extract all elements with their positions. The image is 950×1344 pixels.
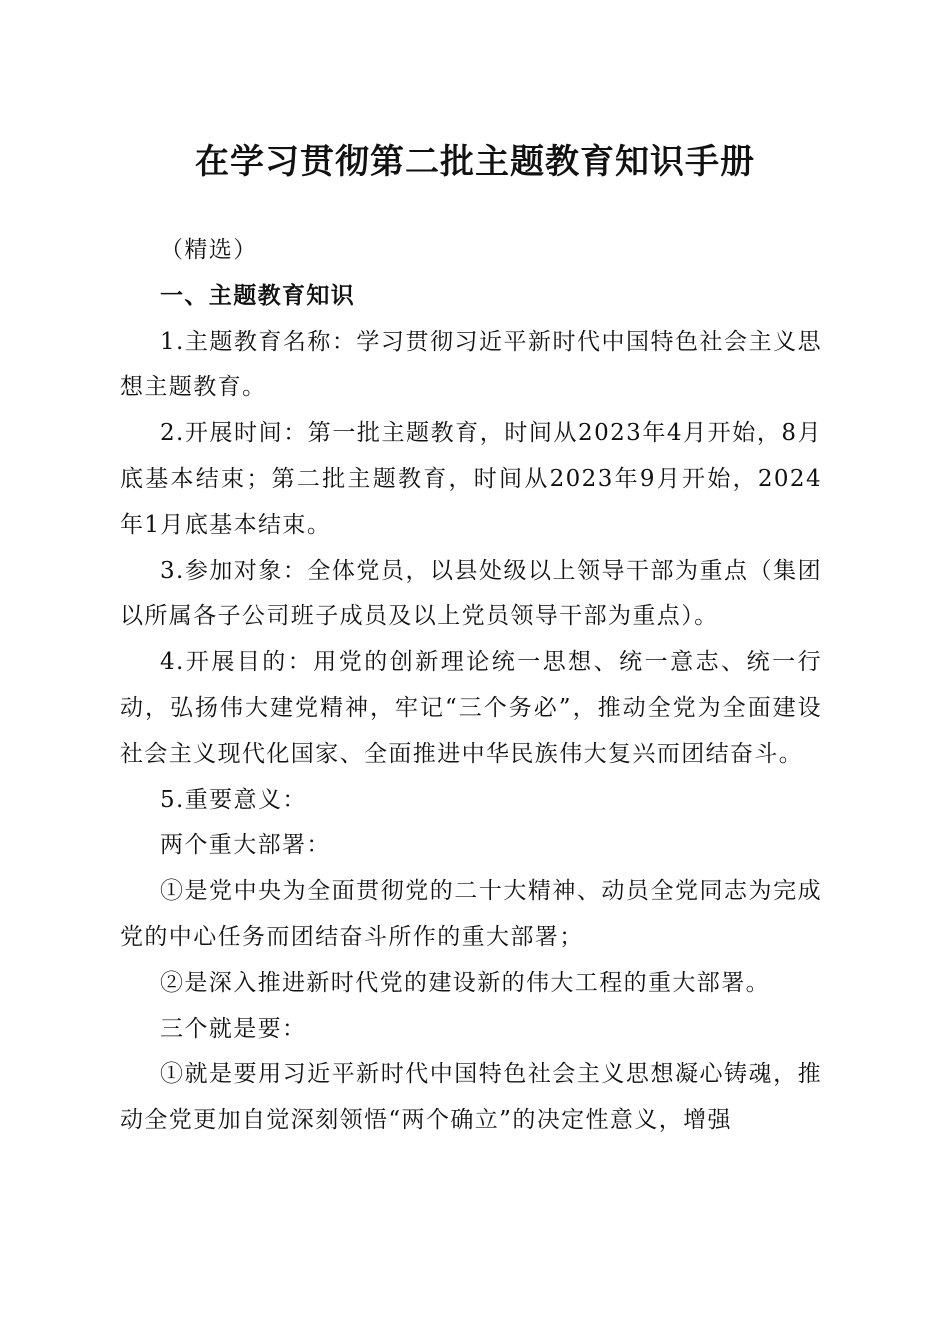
paragraph-purpose: 4.开展目的：用党的创新理论统一思想、统一意志、统一行动，弘扬伟大建党精神，牢记“三个务必”，推动全党为全面建设社会主义现代化国家、全面推进中华民族伟大复兴而团结奋斗。 [120,649,822,767]
paragraph-deployment-2: ②是深入推进新时代党的建设新的伟大工程的重大部署。 [160,969,770,996]
paragraph-theme-name: 1.主题教育名称：学习贯彻习近平新时代中国特色社会主义思想主题教育。 [120,328,822,401]
document-body [120,228,822,1144]
paragraph-schedule: 2.开展时间：第一批主题教育，时间从2023年4月开始，8月底基本结束；第二批主题教育，时间从2023年9月开始，2024年1月底基本结束。 [120,420,822,538]
paragraph-two-deployments-label: 两个重大部署： [160,832,331,859]
section-heading: 一、主题教育知识 [160,282,356,309]
paragraph-significance-label: 5.重要意义： [160,786,307,813]
subtitle: （精选） [160,237,258,263]
paragraph-participants: 3.参加对象：全体党员，以县处级以上领导干部为重点（集团以所属各子公司班子成员及以上党员领导干部为重点）。 [120,557,822,630]
paragraph-three-musts-label: 三个就是要： [160,1015,307,1042]
document-title: 在学习贯彻第二批主题教育知识手册 [195,142,755,182]
paragraph-deployment-1: ①是党中央为全面贯彻党的二十大精神、动员全党同志为完成党的中心任务而团结奋斗所作的重大部署； [120,878,822,950]
paragraph-must-1: ①就是要用习近平新时代中国特色社会主义思想凝心铸魂，推动全党更加自觉深刻领悟“两个确立”的决定性意义，增强 [120,1061,822,1134]
